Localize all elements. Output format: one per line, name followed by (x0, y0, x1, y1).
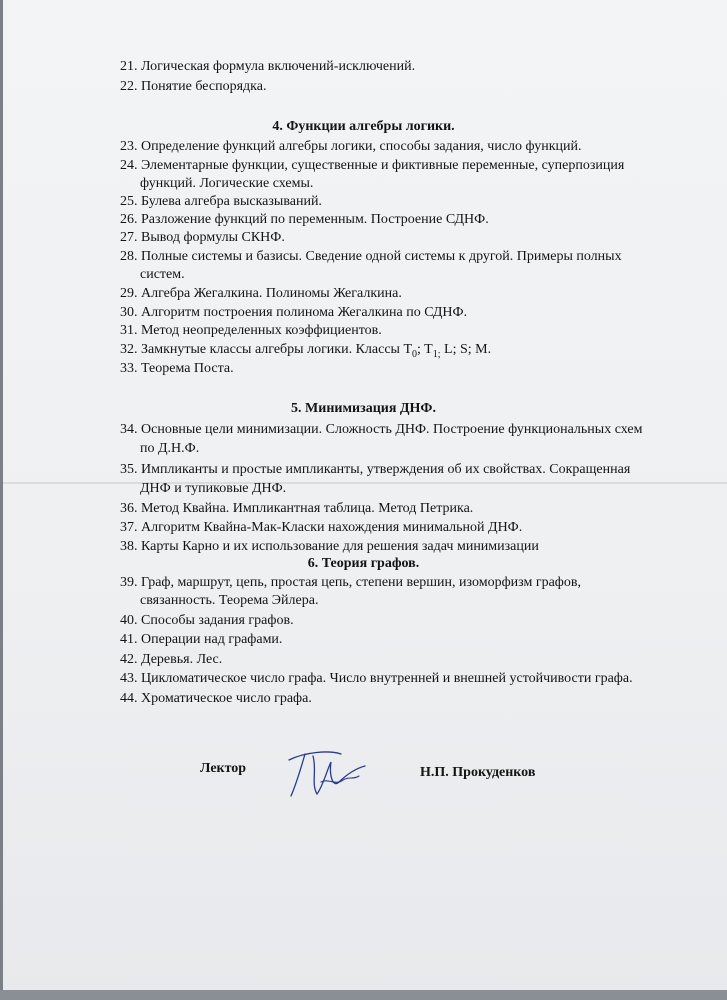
list-item-23: 23. Определение функций алгебры логики, способы задания, число функций. (120, 139, 582, 154)
list-item-34-continued: по Д.Н.Ф. (140, 441, 200, 456)
list-item-32 (120, 341, 491, 359)
list-item-24-continued: функций. Логические схемы. (140, 176, 314, 191)
list-item-43: 43. Цикломатическое число графа. Число внутренней и внешней устойчивости графа. (120, 671, 633, 686)
list-item-22: 22. Понятие беспорядка. (120, 79, 267, 94)
list-item-32-text-end: L; S; M. (440, 342, 492, 357)
list-item-33: 33. Теорема Поста. (120, 361, 234, 376)
list-item-41: 41. Операции над графами. (120, 632, 283, 647)
section-5-heading: 5. Минимизация ДНФ. (291, 401, 436, 416)
class-t0-subscript: 0 (412, 348, 418, 360)
section-4-heading: 4. Функции алгебры логики. (272, 119, 455, 134)
lecturer-name: Н.П. Прокуденков (420, 765, 536, 780)
list-item-24: 24. Элементарные функции, существенные и фиктивные переменные, суперпозиция (120, 158, 625, 173)
list-item-30: 30. Алгоритм построения полинома Жегалкина по СДНФ. (120, 305, 468, 320)
handwritten-signature (283, 742, 368, 800)
list-item-28-continued: систем. (140, 267, 185, 282)
lecturer-label: Лектор (200, 761, 247, 776)
page-bottom-edge (0, 990, 727, 1000)
list-item-39-continued: связанность. Теорема Эйлера. (140, 593, 319, 608)
page-left-edge (0, 0, 3, 1000)
list-item-44: 44. Хроматическое число графа. (120, 691, 312, 706)
list-item-35-continued: ДНФ и тупиковые ДНФ. (140, 481, 287, 496)
list-item-42: 42. Деревья. Лес. (120, 652, 223, 667)
section-6-heading: 6. Теория графов. (307, 556, 420, 571)
list-item-34: 34. Основные цели минимизации. Сложность ДНФ. Построение функциональных схем (120, 422, 643, 437)
list-item-39: 39. Граф, маршрут, цепь, простая цепь, степени вершин, изоморфизм графов, (120, 575, 581, 590)
list-item-32-text: 32. Замкнутые классы алгебры логики. Классы T (120, 342, 413, 357)
list-item-31: 31. Метод неопределенных коэффициентов. (120, 323, 382, 338)
list-item-29: 29. Алгебра Жегалкина. Полиномы Жегалкина. (120, 286, 402, 301)
list-item-25: 25. Булева алгебра высказываний. (120, 194, 322, 209)
paper-fold-line (0, 482, 727, 484)
list-item-26: 26. Разложение функций по переменным. Построение СДНФ. (120, 212, 489, 227)
list-item-32-text-mid: ; T (417, 342, 433, 357)
list-item-21: 21. Логическая формула включений-исключений. (120, 59, 416, 74)
list-item-38: 38. Карты Карно и их использование для решения задач минимизации (120, 539, 539, 554)
list-item-35: 35. Импликанты и простые импликанты, утверждения об их свойствах. Сокращенная (120, 462, 631, 477)
class-t1-subscript: 1; (432, 348, 441, 360)
list-item-27: 27. Вывод формулы СКНФ. (120, 230, 285, 245)
list-item-28: 28. Полные системы и базисы. Сведение одной системы к другой. Примеры полных (120, 249, 622, 264)
list-item-36: 36. Метод Квайна. Импликантная таблица. Метод Петрика. (120, 501, 474, 516)
list-item-40: 40. Способы задания графов. (120, 613, 294, 628)
list-item-37: 37. Алгоритм Квайна-Мак-Класки нахождения минимальной ДНФ. (120, 520, 523, 535)
